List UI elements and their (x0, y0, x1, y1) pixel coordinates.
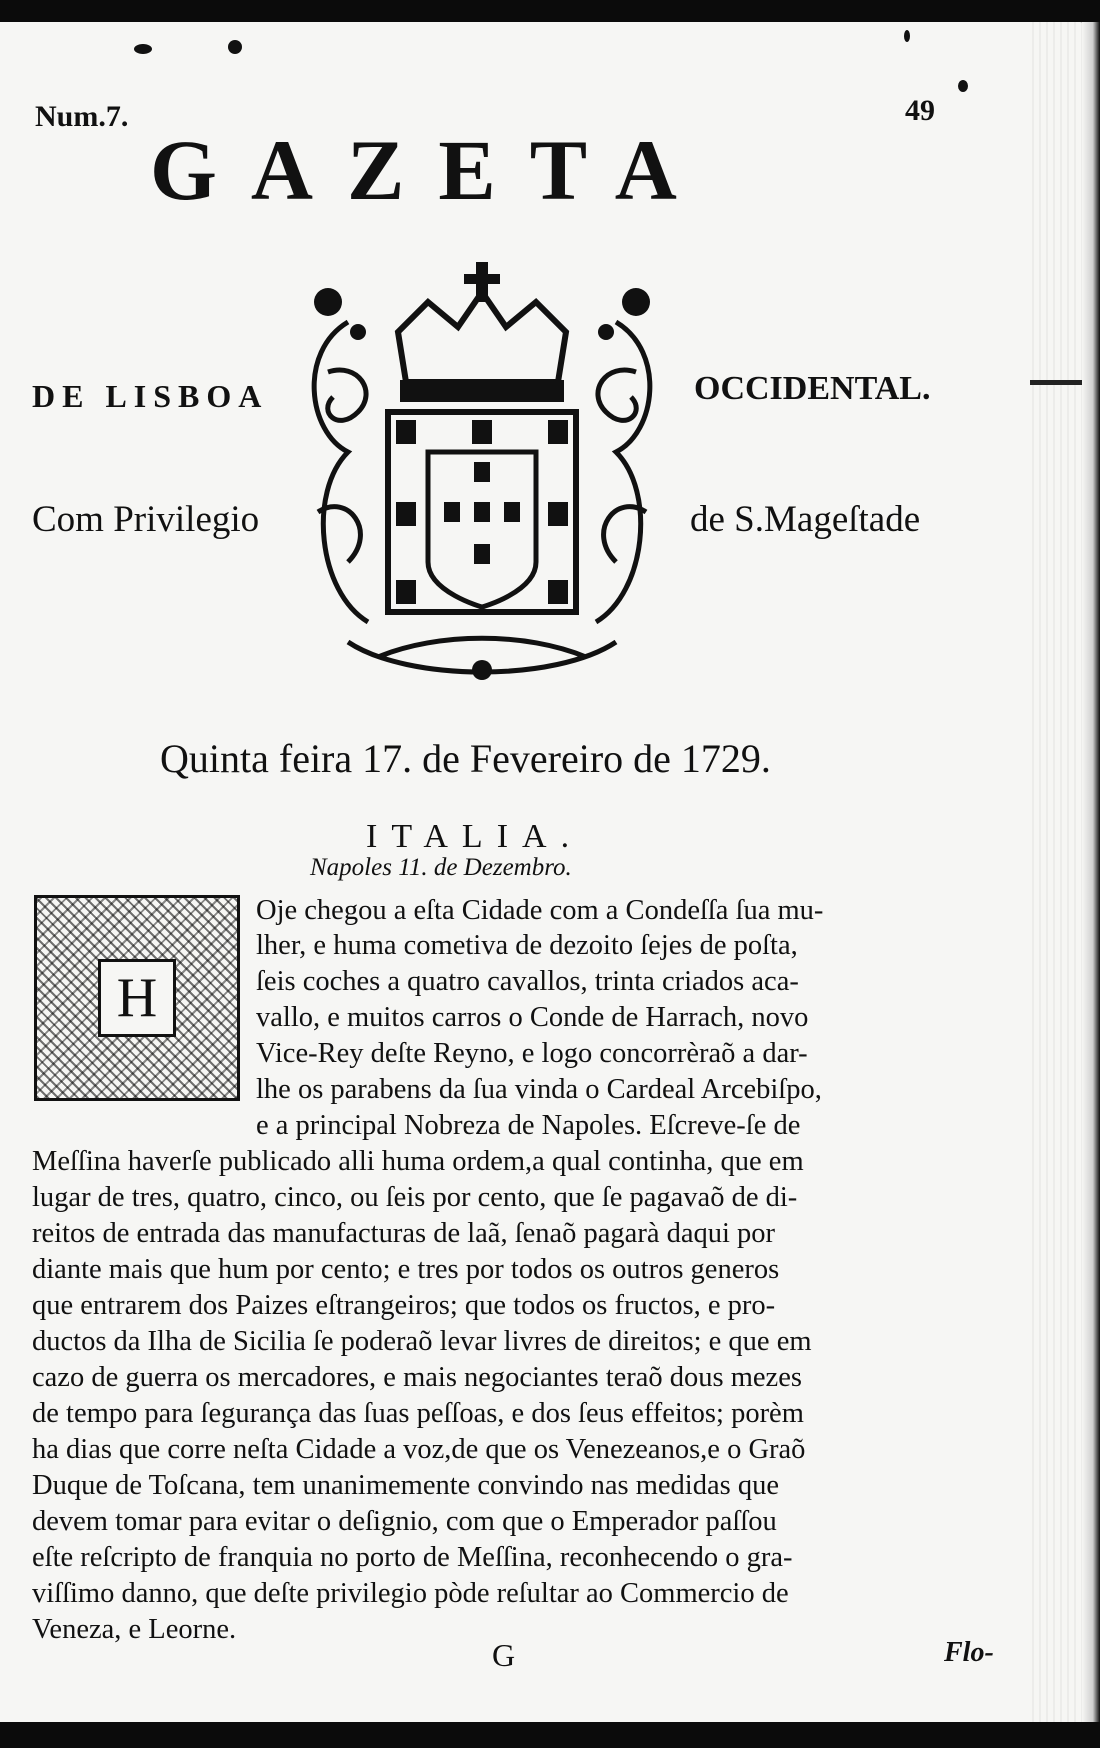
article-line: Meſſina haverſe publicado alli huma ordem,a qual continha, que em (32, 1146, 804, 1177)
ink-speck (904, 30, 910, 42)
article-line: cazo de guerra os mercadores, e mais negociantes teraõ dous mezes (32, 1362, 802, 1393)
article-line: Vice-Rey deſte Reyno, e logo concorrèraõ a dar- (256, 1038, 808, 1069)
article-line: ha dias que corre neſta Cidade a voz,de que os Venezeanos,e o Graõ (32, 1434, 806, 1465)
article-line: reitos de entrada das manufacturas de laã, ſenaõ pagarà daqui por (32, 1218, 776, 1249)
ink-speck (228, 40, 242, 54)
issue-date: Quinta feira 17. de Fevereiro de 1729. (160, 736, 771, 781)
article-line: lugar de tres, quatro, cinco, ou ſeis por cento, que ſe pagavaõ de di- (32, 1182, 798, 1213)
masthead-right-line1: OCCIDENTAL. (694, 370, 931, 407)
article-line: lhe os parabens da ſua vinda o Cardeal Arcebiſpo, (256, 1074, 822, 1105)
dateline-place: Napoles 11. de Dezembro. (310, 854, 572, 881)
article-line: Oje chegou a eſta Cidade com a Condeſſa ſua mu- (256, 895, 824, 926)
ink-speck (134, 44, 152, 54)
masthead-title: GAZETA (150, 122, 711, 218)
article-line: ſeis coches a quatro cavallos, trinta criados aca- (256, 966, 799, 997)
issue-number: Num.7. (35, 100, 129, 133)
catchword: Flo- (944, 1637, 994, 1668)
article-line: vallo, e muitos carros o Conde de Harrach, novo (256, 1002, 809, 1033)
article-line: que entrarem dos Paizes eſtrangeiros; que todos os fructos, e pro- (32, 1290, 776, 1321)
article-line: devem tomar para evitar o deſignio, com que o Emperador paſſou (32, 1506, 777, 1537)
section-heading: ITALIA. (366, 818, 584, 855)
article-line: eſte reſcripto de franquia no porto de Meſſina, reconhecendo o gra- (32, 1542, 793, 1573)
initial-letter: H (98, 959, 176, 1037)
article-line: lher, e huma cometiva de dezoito ſejes de poſta, (256, 930, 798, 961)
article-line: ductos da Ilha de Sicilia ſe poderaõ levar livres de direitos; e que em (32, 1326, 812, 1357)
scan-edge (1082, 22, 1100, 1722)
decorated-initial (34, 895, 240, 1101)
article-line: viſſimo danno, que deſte privilegio pòde reſultar ao Commercio de (32, 1578, 789, 1609)
masthead-right-line2: de S.Mageſtade (690, 499, 921, 540)
article-line: diante mais que hum por cento; e tres por todos os outros generos (32, 1254, 780, 1285)
article-line: de tempo para ſegurança das ſuas peſſoas, e dos ſeus effeitos; porèm (32, 1398, 804, 1429)
masthead-left-line1: DE LISBOA (32, 378, 269, 414)
signature-mark: G (492, 1637, 516, 1673)
page-number: 49 (905, 94, 935, 127)
article-line: e a principal Nobreza de Napoles. Eſcreve-ſe de (256, 1110, 801, 1141)
masthead-left-line2: Com Privilegio (32, 499, 260, 540)
article-line: Duque de Toſcana, tem unanimemente convindo nas medidas que (32, 1470, 779, 1501)
article-line: Veneza, e Leorne. (32, 1614, 237, 1645)
royal-coat-of-arms-icon (288, 262, 676, 688)
ink-speck (958, 80, 968, 92)
